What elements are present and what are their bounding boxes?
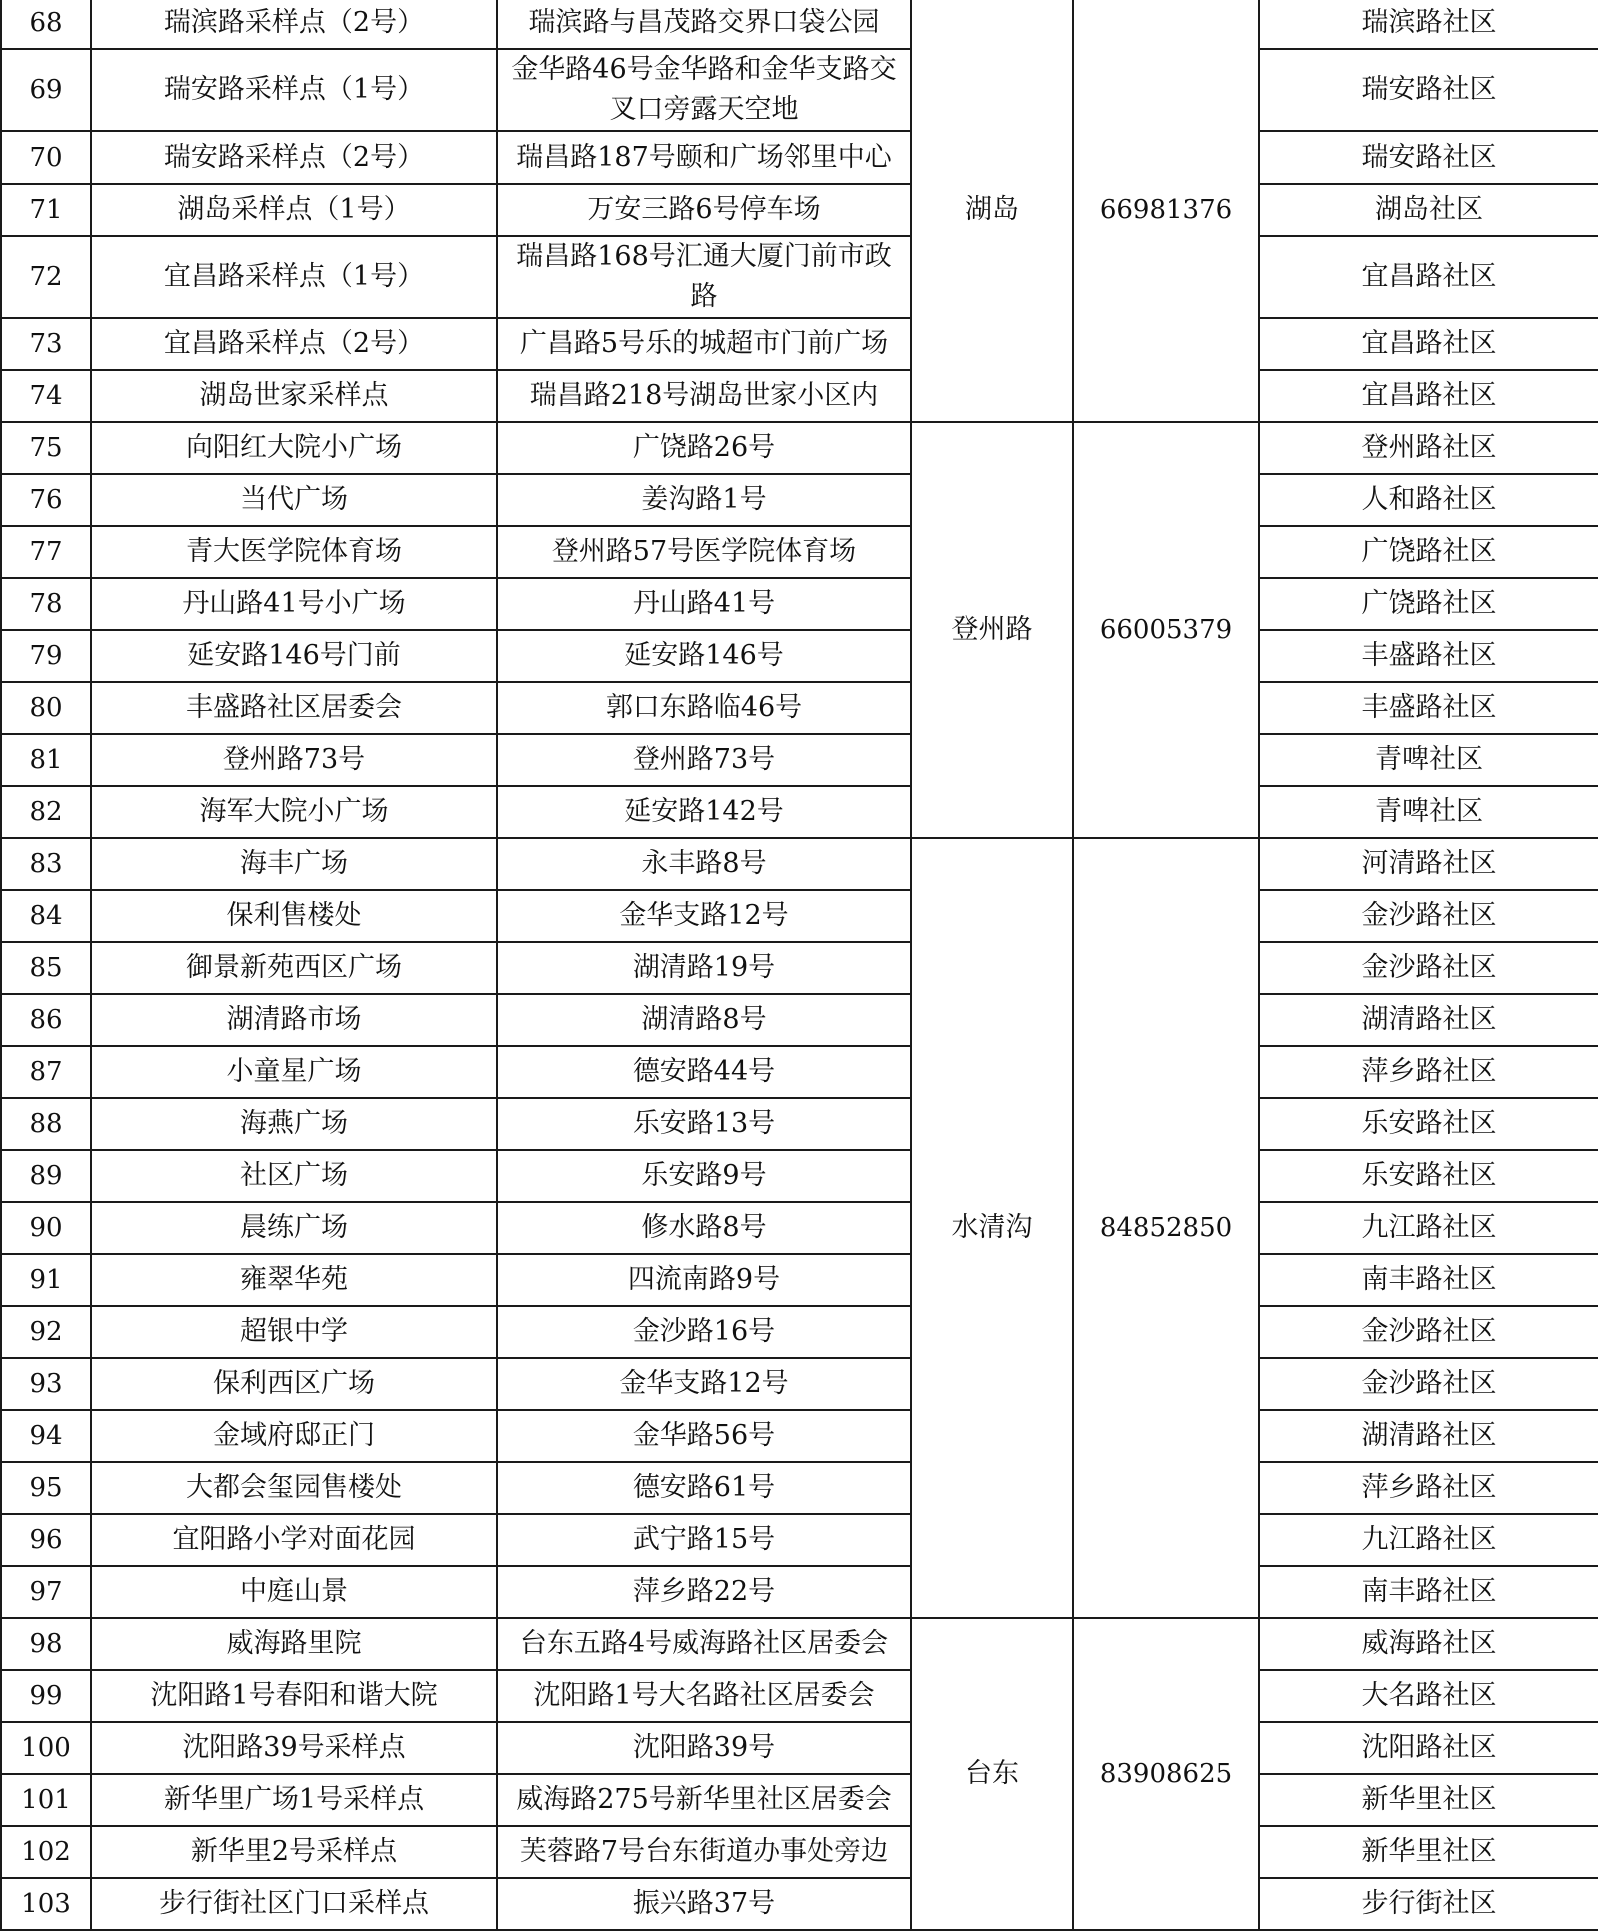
site-name: 海军大院小广场	[91, 786, 497, 838]
community-name: 萍乡路社区	[1259, 1462, 1598, 1514]
site-name: 宜阳路小学对面花园	[91, 1514, 497, 1566]
table-row	[1, 734, 1598, 786]
community-name: 宜昌路社区	[1259, 236, 1598, 318]
site-name: 海丰广场	[91, 838, 497, 890]
site-name: 宜昌路采样点（1号）	[91, 236, 497, 318]
community-name: 金沙路社区	[1259, 1306, 1598, 1358]
table-row	[1, 0, 1598, 49]
site-address: 湖清路19号	[497, 942, 911, 994]
site-address: 金华路56号	[497, 1410, 911, 1462]
site-name: 晨练广场	[91, 1202, 497, 1254]
site-name: 湖岛采样点（1号）	[91, 184, 497, 236]
table-row	[1, 1670, 1598, 1722]
row-number: 76	[1, 474, 91, 526]
table-row	[1, 236, 1598, 318]
site-name: 大都会玺园售楼处	[91, 1462, 497, 1514]
community-name: 湖岛社区	[1259, 184, 1598, 236]
site-name: 湖清路市场	[91, 994, 497, 1046]
site-name: 保利西区广场	[91, 1358, 497, 1410]
table-row	[1, 1462, 1598, 1514]
row-number: 82	[1, 786, 91, 838]
site-name: 雍翠华苑	[91, 1254, 497, 1306]
table-row	[1, 184, 1598, 236]
table-row	[1, 1150, 1598, 1202]
site-name: 保利售楼处	[91, 890, 497, 942]
row-number: 92	[1, 1306, 91, 1358]
site-name: 当代广场	[91, 474, 497, 526]
site-address: 瑞昌路187号颐和广场邻里中心	[497, 131, 911, 184]
row-number: 96	[1, 1514, 91, 1566]
row-number: 102	[1, 1826, 91, 1878]
community-name: 人和路社区	[1259, 474, 1598, 526]
community-name: 步行街社区	[1259, 1878, 1598, 1930]
row-number: 72	[1, 236, 91, 318]
table-row	[1, 1826, 1598, 1878]
site-name: 威海路里院	[91, 1618, 497, 1670]
community-name: 青啤社区	[1259, 734, 1598, 786]
community-name: 金沙路社区	[1259, 1358, 1598, 1410]
row-number: 86	[1, 994, 91, 1046]
site-name: 宜昌路采样点（2号）	[91, 318, 497, 370]
site-address: 乐安路9号	[497, 1150, 911, 1202]
community-name: 南丰路社区	[1259, 1254, 1598, 1306]
site-address: 延安路146号	[497, 630, 911, 682]
table-row	[1, 994, 1598, 1046]
row-number: 75	[1, 422, 91, 474]
community-name: 河清路社区	[1259, 838, 1598, 890]
row-number: 101	[1, 1774, 91, 1826]
site-name: 瑞安路采样点（1号）	[91, 49, 497, 131]
community-name: 瑞安路社区	[1259, 131, 1598, 184]
community-name: 丰盛路社区	[1259, 682, 1598, 734]
community-name: 新华里社区	[1259, 1774, 1598, 1826]
site-name: 登州路73号	[91, 734, 497, 786]
row-number: 84	[1, 890, 91, 942]
site-address: 德安路61号	[497, 1462, 911, 1514]
contact-phone: 83908625	[1073, 1618, 1259, 1930]
row-number: 79	[1, 630, 91, 682]
site-name: 新华里广场1号采样点	[91, 1774, 497, 1826]
table-row	[1, 422, 1598, 474]
table-row	[1, 1566, 1598, 1618]
community-name: 九江路社区	[1259, 1514, 1598, 1566]
site-name: 中庭山景	[91, 1566, 497, 1618]
row-number: 90	[1, 1202, 91, 1254]
row-number: 91	[1, 1254, 91, 1306]
table-row	[1, 942, 1598, 994]
row-number: 103	[1, 1878, 91, 1930]
community-name: 萍乡路社区	[1259, 1046, 1598, 1098]
row-number: 99	[1, 1670, 91, 1722]
site-name: 超银中学	[91, 1306, 497, 1358]
site-address: 丹山路41号	[497, 578, 911, 630]
site-name: 沈阳路39号采样点	[91, 1722, 497, 1774]
table-row	[1, 1878, 1598, 1930]
site-name: 湖岛世家采样点	[91, 370, 497, 422]
row-number: 85	[1, 942, 91, 994]
row-number: 94	[1, 1410, 91, 1462]
site-address: 金沙路16号	[497, 1306, 911, 1358]
row-number: 97	[1, 1566, 91, 1618]
table-row	[1, 1254, 1598, 1306]
community-name: 广饶路社区	[1259, 526, 1598, 578]
site-address: 湖清路8号	[497, 994, 911, 1046]
table-row	[1, 1046, 1598, 1098]
site-address: 登州路73号	[497, 734, 911, 786]
table-row	[1, 1202, 1598, 1254]
row-number: 95	[1, 1462, 91, 1514]
table-row	[1, 318, 1598, 370]
contact-phone: 66981376	[1073, 0, 1259, 422]
site-address: 万安三路6号停车场	[497, 184, 911, 236]
community-name: 湖清路社区	[1259, 1410, 1598, 1462]
site-name: 瑞滨路采样点（2号）	[91, 0, 497, 49]
table-row	[1, 1618, 1598, 1670]
site-address: 延安路142号	[497, 786, 911, 838]
site-address: 威海路275号新华里社区居委会	[497, 1774, 911, 1826]
site-address: 乐安路13号	[497, 1098, 911, 1150]
table-row	[1, 1306, 1598, 1358]
table-row	[1, 1358, 1598, 1410]
site-address: 金华路46号金华路和金华支路交叉口旁露天空地	[497, 49, 911, 131]
site-address: 沈阳路1号大名路社区居委会	[497, 1670, 911, 1722]
row-number: 88	[1, 1098, 91, 1150]
street-office: 登州路	[911, 422, 1073, 838]
community-name: 登州路社区	[1259, 422, 1598, 474]
community-name: 乐安路社区	[1259, 1098, 1598, 1150]
site-name: 新华里2号采样点	[91, 1826, 497, 1878]
site-name: 御景新苑西区广场	[91, 942, 497, 994]
table-body	[1, 0, 1598, 1930]
community-name: 乐安路社区	[1259, 1150, 1598, 1202]
site-address: 广昌路5号乐的城超市门前广场	[497, 318, 911, 370]
row-number: 78	[1, 578, 91, 630]
community-name: 湖清路社区	[1259, 994, 1598, 1046]
table-row	[1, 838, 1598, 890]
site-address: 永丰路8号	[497, 838, 911, 890]
row-number: 69	[1, 49, 91, 131]
site-address: 振兴路37号	[497, 1878, 911, 1930]
table-row	[1, 630, 1598, 682]
row-number: 74	[1, 370, 91, 422]
community-name: 宜昌路社区	[1259, 318, 1598, 370]
community-name: 九江路社区	[1259, 1202, 1598, 1254]
site-address: 广饶路26号	[497, 422, 911, 474]
row-number: 68	[1, 0, 91, 49]
site-name: 向阳红大院小广场	[91, 422, 497, 474]
table-row	[1, 370, 1598, 422]
site-address: 瑞昌路218号湖岛世家小区内	[497, 370, 911, 422]
street-office: 台东	[911, 1618, 1073, 1930]
row-number: 87	[1, 1046, 91, 1098]
site-address: 金华支路12号	[497, 1358, 911, 1410]
row-number: 80	[1, 682, 91, 734]
street-office: 水清沟	[911, 838, 1073, 1618]
site-address: 金华支路12号	[497, 890, 911, 942]
site-address: 萍乡路22号	[497, 1566, 911, 1618]
row-number: 98	[1, 1618, 91, 1670]
table-row	[1, 1098, 1598, 1150]
row-number: 93	[1, 1358, 91, 1410]
site-name: 青大医学院体育场	[91, 526, 497, 578]
table-row	[1, 578, 1598, 630]
contact-phone: 66005379	[1073, 422, 1259, 838]
community-name: 宜昌路社区	[1259, 370, 1598, 422]
site-address: 武宁路15号	[497, 1514, 911, 1566]
row-number: 83	[1, 838, 91, 890]
table-row	[1, 526, 1598, 578]
row-number: 73	[1, 318, 91, 370]
table-row	[1, 786, 1598, 838]
row-number: 81	[1, 734, 91, 786]
table-row	[1, 682, 1598, 734]
site-name: 社区广场	[91, 1150, 497, 1202]
community-name: 大名路社区	[1259, 1670, 1598, 1722]
community-name: 南丰路社区	[1259, 1566, 1598, 1618]
row-number: 100	[1, 1722, 91, 1774]
community-name: 青啤社区	[1259, 786, 1598, 838]
site-address: 台东五路4号威海路社区居委会	[497, 1618, 911, 1670]
site-address: 芙蓉路7号台东街道办事处旁边	[497, 1826, 911, 1878]
table-row	[1, 131, 1598, 184]
site-address: 瑞滨路与昌茂路交界口袋公园	[497, 0, 911, 49]
community-name: 沈阳路社区	[1259, 1722, 1598, 1774]
community-name: 丰盛路社区	[1259, 630, 1598, 682]
site-name: 延安路146号门前	[91, 630, 497, 682]
site-address: 修水路8号	[497, 1202, 911, 1254]
row-number: 77	[1, 526, 91, 578]
row-number: 70	[1, 131, 91, 184]
community-name: 瑞安路社区	[1259, 49, 1598, 131]
street-office: 湖岛	[911, 0, 1073, 422]
community-name: 广饶路社区	[1259, 578, 1598, 630]
site-name: 瑞安路采样点（2号）	[91, 131, 497, 184]
site-name: 海燕广场	[91, 1098, 497, 1150]
table-row	[1, 474, 1598, 526]
site-address: 姜沟路1号	[497, 474, 911, 526]
site-name: 沈阳路1号春阳和谐大院	[91, 1670, 497, 1722]
site-name: 步行街社区门口采样点	[91, 1878, 497, 1930]
site-name: 丹山路41号小广场	[91, 578, 497, 630]
table-row	[1, 1410, 1598, 1462]
site-address: 四流南路9号	[497, 1254, 911, 1306]
row-number: 71	[1, 184, 91, 236]
table-row	[1, 1774, 1598, 1826]
table-row	[1, 1514, 1598, 1566]
site-address: 登州路57号医学院体育场	[497, 526, 911, 578]
site-name: 丰盛路社区居委会	[91, 682, 497, 734]
community-name: 瑞滨路社区	[1259, 0, 1598, 49]
community-name: 新华里社区	[1259, 1826, 1598, 1878]
site-address: 瑞昌路168号汇通大厦门前市政路	[497, 236, 911, 318]
site-name: 金域府邸正门	[91, 1410, 497, 1462]
site-address: 德安路44号	[497, 1046, 911, 1098]
row-number: 89	[1, 1150, 91, 1202]
table-row	[1, 49, 1598, 131]
community-name: 金沙路社区	[1259, 890, 1598, 942]
table-row	[1, 890, 1598, 942]
community-name: 金沙路社区	[1259, 942, 1598, 994]
site-address: 郭口东路临46号	[497, 682, 911, 734]
community-name: 威海路社区	[1259, 1618, 1598, 1670]
site-address: 沈阳路39号	[497, 1722, 911, 1774]
contact-phone: 84852850	[1073, 838, 1259, 1618]
table-row	[1, 1722, 1598, 1774]
site-name: 小童星广场	[91, 1046, 497, 1098]
